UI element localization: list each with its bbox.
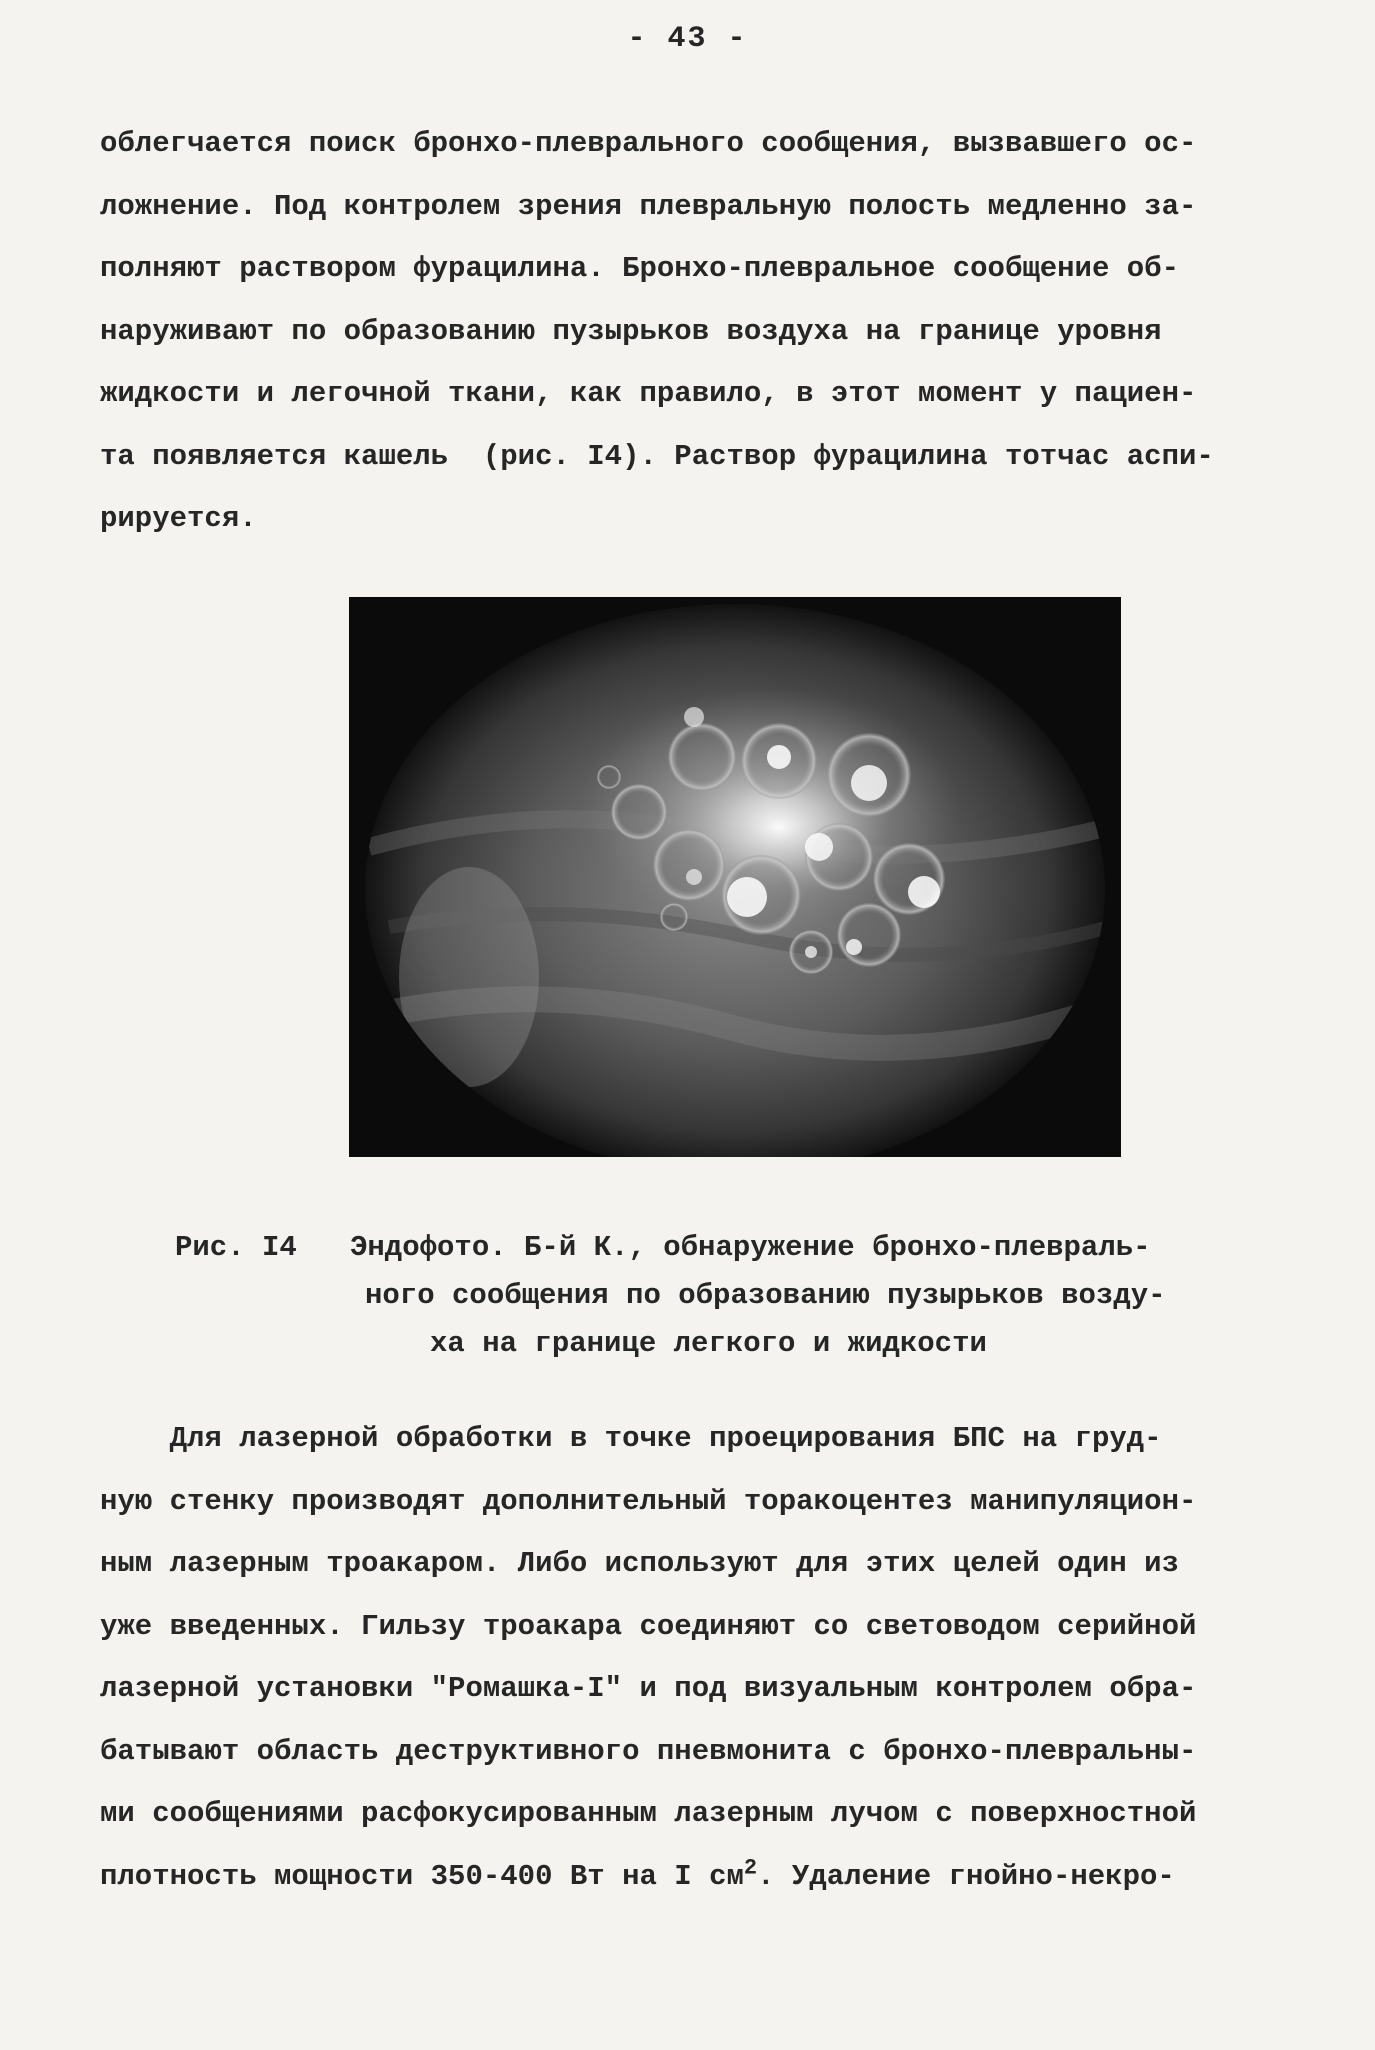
text-line: рируется. — [100, 502, 257, 535]
text-line: жидкости и легочной ткани, как правило, в этот момент у пациен- — [100, 377, 1197, 410]
text-line: батывают область деструктивного пневмонита с бронхо-плевральны- — [100, 1734, 1197, 1768]
text-line: наруживают по образованию пузырьков воздуха на границе уровня — [100, 314, 1162, 348]
paragraph-2 — [100, 1408, 1260, 1908]
paragraph-1 — [100, 113, 1260, 551]
caption-line: ного сообщения по образованию пузырьков возду- — [365, 1279, 1166, 1312]
text-line: Для лазерной обработки в точке проецирования БПС на груд- — [100, 1422, 1162, 1455]
text-line: ми сообщениями расфокусированным лазерным лучом с поверхностной — [100, 1797, 1197, 1830]
text-segment: . Удаление гнойно-некро- — [757, 1859, 1175, 1893]
text-line: та появляется кашель (рис. I4). Раствор фурацилина тотчас аспи- — [100, 439, 1214, 473]
text-line: ложнение. Под контролем зрения плевральную полость медленно за- — [100, 189, 1197, 223]
caption-text — [350, 1224, 1250, 1368]
text-line: облегчается поиск бронхо-плеврального сообщения, вызвавшего ос- — [100, 127, 1197, 160]
superscript: 2 — [743, 1854, 758, 1880]
text-segment: плотность мощности 350-400 Вт на I см — [100, 1859, 744, 1893]
text-line: лазерной установки "Ромашка-I" и под визуальным контролем обра- — [100, 1672, 1197, 1705]
text-line: полняют раствором фурацилина. Бронхо-плевральное сообщение об- — [100, 252, 1179, 285]
endoscopic-photo — [349, 597, 1121, 1157]
text-line: уже введенных. Гильзу троакара соединяют со световодом серийной — [100, 1609, 1197, 1643]
text-line-last — [100, 1846, 1260, 1909]
caption-line: Эндофото. Б-й К., обнаружение бронхо-плевраль- — [350, 1231, 1151, 1264]
page-number: - 43 - — [627, 22, 748, 56]
text-line: ным лазерным троакаром. Либо используют для этих целей один из — [100, 1547, 1179, 1580]
figure-label: Рис. I4 — [175, 1231, 297, 1264]
caption-line: ха на границе легкого и жидкости — [430, 1327, 987, 1360]
text-line: ную стенку производят дополнительный торакоцентез манипуляцион- — [100, 1484, 1197, 1518]
endoscopic-photo-image — [349, 597, 1121, 1157]
